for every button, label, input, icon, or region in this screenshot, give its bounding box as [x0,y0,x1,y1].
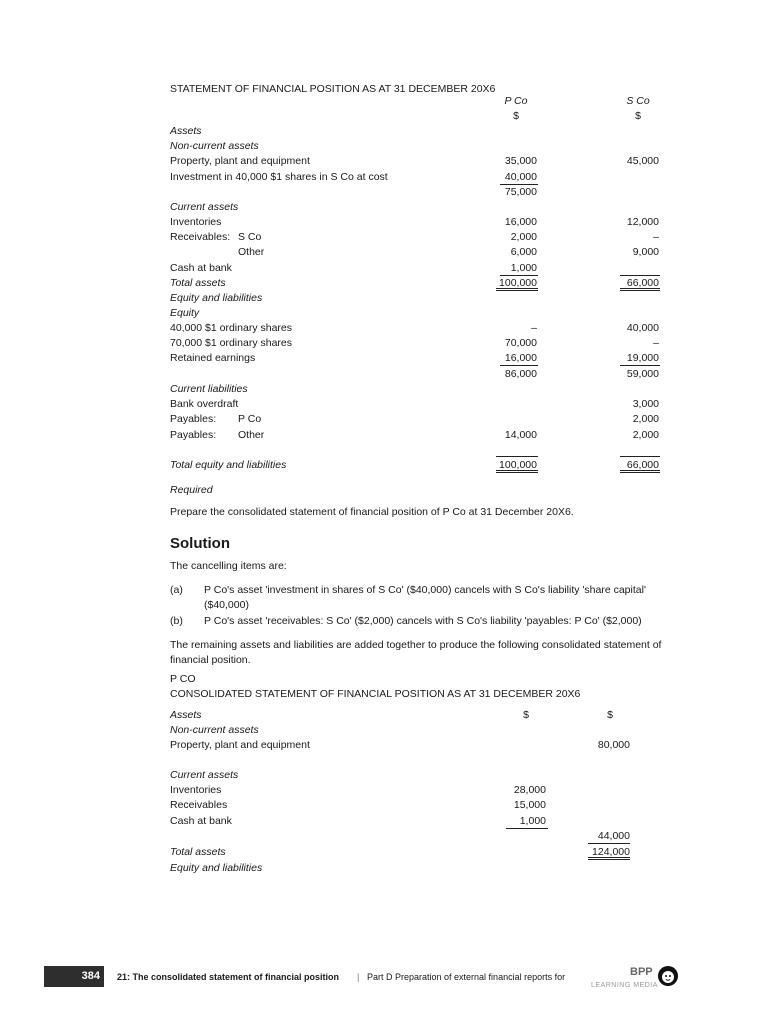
receivables-sco-s-value: – [653,231,659,243]
assets-heading: Assets [170,125,202,137]
footer-chapter: 21: The consolidated statement of financial position [117,972,340,982]
consol-assets-heading: Assets [170,709,202,721]
inventories-p-value: 16,000 [504,216,537,228]
payables-other-s-value: 2,000 [632,429,659,441]
item-b-text: P Co's asset 'receivables: S Co' ($2,000) cancels with S Co's liability 'payables: P Co' ($2,000) [204,615,642,627]
inventories-label: Inventories [170,216,222,228]
brand-name: BPP [630,966,653,978]
consol-inventories-value: 28,000 [513,784,546,796]
underline [506,828,548,829]
col-currency-s: $ [635,110,641,122]
footer-part: Part D Preparation of external financial reports for [367,972,566,982]
double-underline [620,288,660,291]
total-equity-liabilities-label: Total equity and liabilities [170,459,287,471]
ppe-label: Property, plant and equipment [170,155,310,167]
payables-other-label: Other [238,429,265,441]
retained-earnings-p-value: 16,000 [504,352,537,364]
total-equity-liabilities-p-value: 100,000 [499,459,537,471]
cash-label: Cash at bank [170,262,232,274]
consol-company: P CO [170,673,196,685]
consol-ca-total-value: 44,000 [597,830,630,842]
shares-70000-p-value: 70,000 [504,337,537,349]
consol-currency-2: $ [607,709,613,721]
page-number: 384 [81,970,100,982]
receivables-sco-p-value: 2,000 [510,231,537,243]
item-b-label: (b) [170,615,183,627]
underline [500,275,538,276]
consol-total-assets-value: 124,000 [592,846,630,858]
cash-p-value: 1,000 [510,262,537,274]
receivables-other-p-value: 6,000 [510,246,537,258]
ppe-p-value: 35,000 [504,155,537,167]
brand-subtitle: LEARNING MEDIA [591,982,658,989]
consol-receivables-value: 15,000 [513,799,546,811]
total-assets-p-value: 100,000 [499,277,537,289]
equity-heading: Equity [170,307,200,319]
shares-40000-label: 40,000 $1 ordinary shares [170,322,292,334]
col-header-s-co: S Co [626,95,650,107]
consol-cash-label: Cash at bank [170,815,232,827]
solution-intro: The cancelling items are: [170,560,287,572]
total-assets-s-value: 66,000 [626,277,659,289]
col-currency-p: $ [513,110,519,122]
shares-70000-label: 70,000 $1 ordinary shares [170,337,292,349]
consol-currency-1: $ [523,709,529,721]
payables-other-p-value: 14,000 [504,429,537,441]
receivables-label: Receivables: [170,231,231,243]
payables-label: Payables: [170,429,217,441]
shares-40000-p-value: – [531,322,537,334]
bank-overdraft-s-value: 3,000 [632,398,659,410]
col-header-p-co: P Co [504,95,528,107]
underline [588,843,630,844]
non-current-assets-heading: Non-current assets [170,140,259,152]
remaining-text-line1: The remaining assets and liabilities are added together to produce the following consolidated statement of [170,639,662,651]
investment-label: Investment in 40,000 $1 shares in S Co at cost [170,171,388,183]
payables-pco-label: P Co [238,413,262,425]
equity-liabilities-heading: Equity and liabilities [170,292,263,304]
solution-heading: Solution [170,535,230,552]
underline [620,365,660,366]
consol-total-assets-label: Total assets [170,846,226,858]
receivables-other-s-value: 9,000 [632,246,659,258]
current-liabilities-heading: Current liabilities [170,383,248,395]
equity-total-s-value: 59,000 [626,368,659,380]
required-heading: Required [170,484,213,496]
shares-70000-s-value: – [653,337,659,349]
required-text: Prepare the consolidated statement of financial position of P Co at 31 December 20X6. [170,506,574,518]
double-underline [496,288,538,291]
retained-earnings-label: Retained earnings [170,352,256,364]
bpp-lion-logo-icon [657,964,679,988]
consol-nca-heading: Non-current assets [170,724,259,736]
remaining-text-line2: financial position. [170,654,251,666]
bank-overdraft-label: Bank overdraft [170,398,239,410]
overline [496,456,538,457]
item-a-line1: P Co's asset 'investment in shares of S Co' ($40,000) cancels with S Co's liability 'share capital' [204,584,646,596]
overline [620,275,660,276]
total-assets-label: Total assets [170,277,226,289]
nca-total-p-value: 75,000 [504,186,537,198]
receivables-sco-label: S Co [238,231,262,243]
ppe-s-value: 45,000 [626,155,659,167]
consol-receivables-label: Receivables [170,799,228,811]
total-equity-liabilities-s-value: 66,000 [626,459,659,471]
payables-pco-s-value: 2,000 [632,413,659,425]
overline [620,456,660,457]
consol-title: CONSOLIDATED STATEMENT OF FINANCIAL POSITION AS AT 31 DECEMBER 20X6 [170,688,581,700]
consol-ca-heading: Current assets [170,769,239,781]
current-assets-heading: Current assets [170,201,239,213]
double-underline [496,470,538,473]
underline [500,184,538,185]
item-a-line2: ($40,000) [204,599,249,611]
shares-40000-s-value: 40,000 [626,322,659,334]
equity-total-p-value: 86,000 [504,368,537,380]
consol-ppe-label: Property, plant and equipment [170,739,310,751]
double-underline [620,470,660,473]
retained-earnings-s-value: 19,000 [626,352,659,364]
item-a-label: (a) [170,584,183,596]
payables-label: Payables: [170,413,217,425]
footer-separator: | [357,972,360,982]
double-underline [588,857,630,860]
investment-p-value: 40,000 [504,171,537,183]
consol-inventories-label: Inventories [170,784,222,796]
receivables-other-label: Other [238,246,265,258]
inventories-s-value: 12,000 [626,216,659,228]
statement-title: STATEMENT OF FINANCIAL POSITION AS AT 31 DECEMBER 20X6 [170,83,496,95]
consol-cash-value: 1,000 [519,815,546,827]
consol-equity-liabilities-heading: Equity and liabilities [170,862,263,874]
underline [500,365,538,366]
consol-ppe-value: 80,000 [597,739,630,751]
